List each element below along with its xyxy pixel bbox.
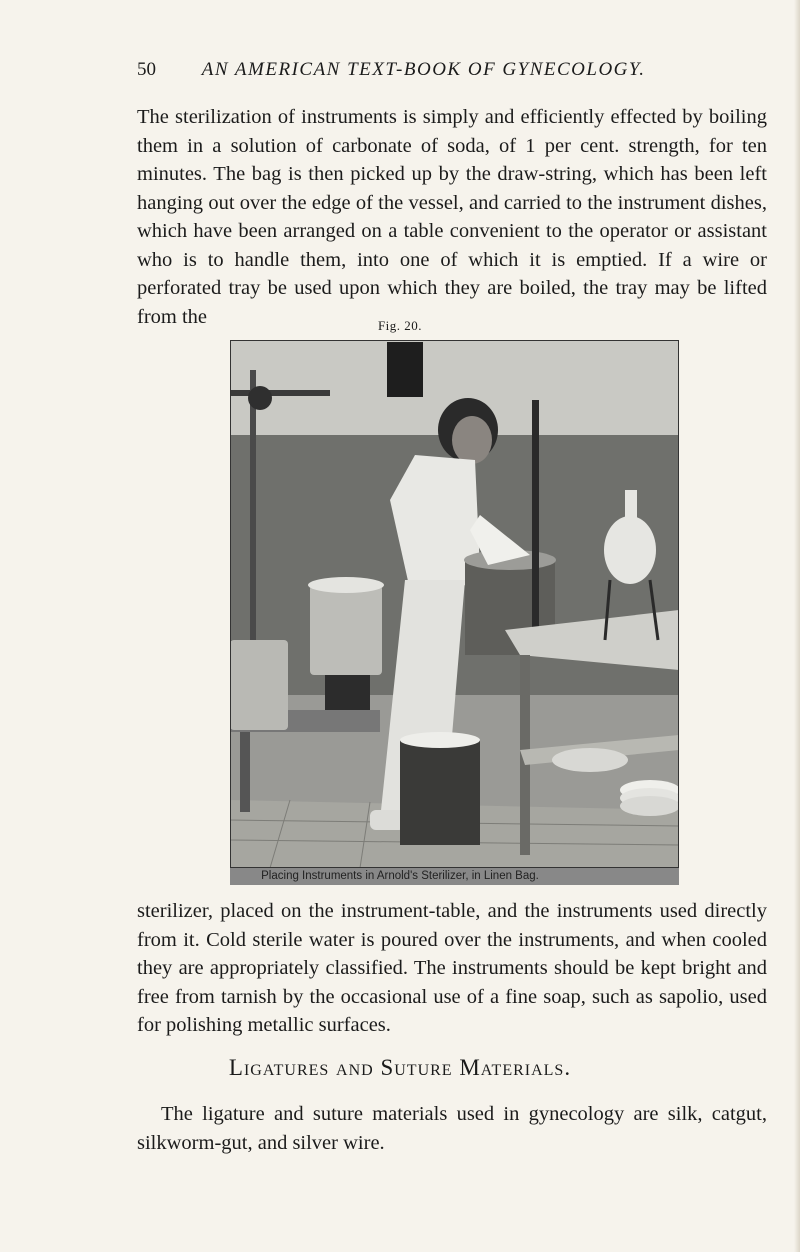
page-number: 50 bbox=[137, 59, 156, 80]
running-head bbox=[137, 58, 757, 82]
page-edge-shadow bbox=[794, 0, 800, 1252]
book-title: AN AMERICAN TEXT-BOOK OF GYNECOLOGY. bbox=[201, 59, 646, 80]
figure-label: Fig. 20. bbox=[377, 318, 423, 333]
section-heading bbox=[0, 1055, 800, 1081]
paragraph-instrument-care: sterilizer, placed on the instrument-table, and the instruments used directly from it. Cold sterile water is poured over the instruments, and when cooled they are appropriately classified. The instruments should be kept bright and free from tarnish by the occasional use of a fine soap, such as sapolio, used for polishing metallic surfaces. bbox=[137, 900, 767, 1036]
figure-photograph bbox=[230, 340, 679, 885]
section-heading-text: Ligatures and Suture Materials. bbox=[228, 1055, 572, 1080]
paragraph-sterilization: The sterilization of instruments is simply and efficiently effected by boiling them in a solution of carbonate of soda, of 1 per cent. strength, for ten minutes. The bag is then picked up by the draw-string, which has been left hanging out over the edge of the vessel, and carried to the instrument dishes, which have been arranged on a table convenient to the operator or assistant who is to handle them, into one of which it is emptied. If a wire or perforated tray be used upon which they are boiled, the tray may be lifted from the bbox=[137, 106, 767, 328]
paragraph-ligatures: The ligature and suture materials used in gynecology are silk, catgut, silkworm-gut, and silver wire. bbox=[137, 1103, 767, 1154]
sterilizer-photo-illustration bbox=[230, 340, 679, 868]
figure-caption: Placing Instruments in Arnold's Sterilizer, in Linen Bag. bbox=[261, 870, 539, 882]
